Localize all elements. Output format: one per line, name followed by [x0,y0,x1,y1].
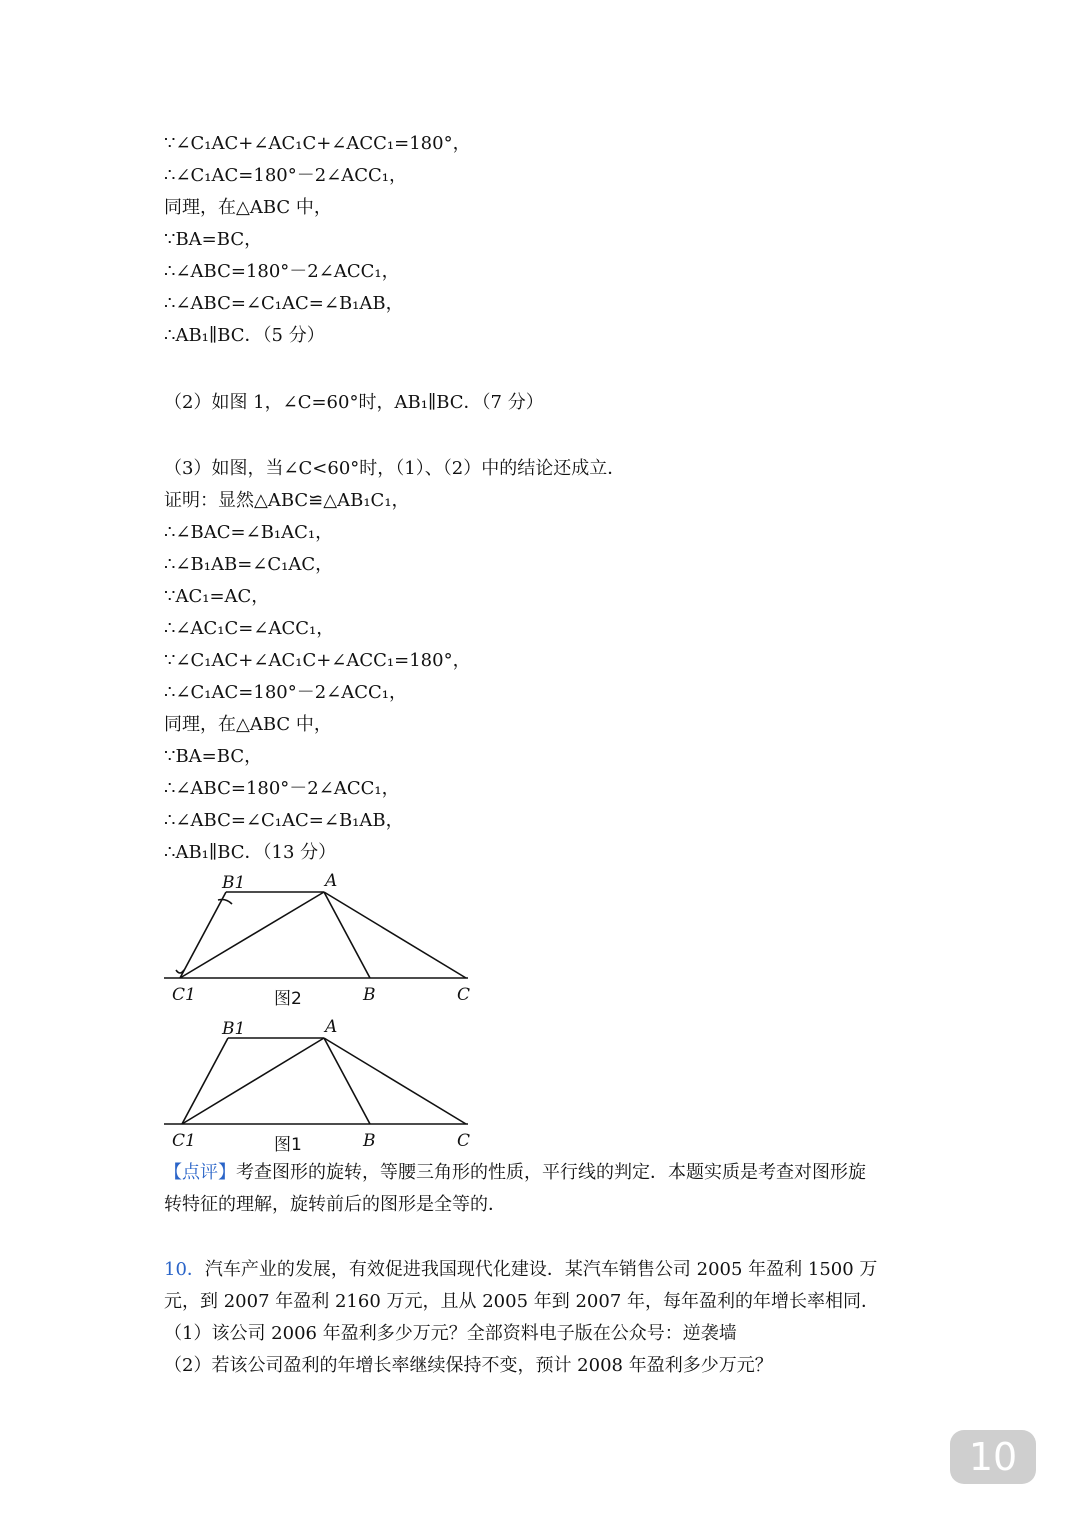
proof-line: 同理，在△ABC 中， [164,197,332,218]
question-number: 10． [164,1259,205,1280]
point-label-c1: C1 [172,1131,196,1151]
question-10-line-2: 元，到 2007 年盈利 2160 万元，且从 2005 年到 2007 年，每年盈利的年增长率相同． [164,1291,880,1312]
answer-part-2: （2）如图 1，∠C=60°时，AB₁∥BC．（7 分） [164,392,544,413]
proof-line: ∵∠C₁AC+∠AC₁C+∠ACC₁=180°， [164,650,471,671]
proof-line: ∵BA=BC， [164,229,263,250]
figure-caption: 图1 [274,1135,302,1155]
proof-line: ∴AB₁∥BC．（5 分） [164,325,325,346]
proof-line: 证明：显然△ABC≌△AB₁C₁， [164,490,410,511]
proof-line: ∴∠B₁AB=∠C₁AC， [164,554,334,575]
proof-line: ∵∠C₁AC+∠AC₁C+∠ACC₁=180°， [164,133,471,154]
proof-line: ∴∠BAC=∠B₁AC₁， [164,522,334,543]
point-label-c1: C1 [172,985,196,1005]
comment-text: 考查图形的旋转，等腰三角形的性质，平行线的判定．本题实质是考查对图形旋 [236,1162,866,1183]
proof-line: ∴∠C₁AC=180°－2∠ACC₁， [164,682,408,703]
point-label-b: B [363,985,376,1005]
proof-line: ∴∠AC₁C=∠ACC₁， [164,618,335,639]
proof-line: ∴∠ABC=180°－2∠ACC₁， [164,778,400,799]
question-text: 汽车产业的发展，有效促进我国现代化建设．某汽车销售公司 2005 年盈利 1500 万 [204,1259,878,1280]
comment-line-1 [164,1162,866,1184]
question-10-line-1 [164,1259,877,1281]
proof-line: ∴∠ABC=∠C₁AC=∠B₁AB， [164,810,404,831]
page-number-badge: 10 [950,1430,1036,1484]
proof-line: ∴∠C₁AC=180°－2∠ACC₁， [164,165,408,186]
point-label-c: C [457,1131,471,1151]
answer-part-3: （3）如图，当∠C<60°时，（1）、（2）中的结论还成立． [164,458,626,479]
proof-line: ∴∠ABC=180°－2∠ACC₁， [164,261,400,282]
question-10-sub-1: （1）该公司 2006 年盈利多少万元？全部资料电子版在公众号：逆袭墙 [164,1323,737,1344]
point-label-a: A [325,1017,338,1037]
figure-1 [160,1014,480,1160]
figure-2 [160,868,480,1014]
point-label-b1: B1 [222,1019,246,1039]
proof-line: ∴∠ABC=∠C₁AC=∠B₁AB， [164,293,404,314]
point-label-b: B [363,1131,376,1151]
figure-caption: 图2 [274,989,302,1009]
proof-line: ∴AB₁∥BC．（13 分） [164,842,337,863]
point-label-a: A [325,871,338,891]
point-label-b1: B1 [222,873,246,893]
proof-line: ∵AC₁=AC， [164,586,270,607]
point-label-c: C [457,985,471,1005]
proof-line: 同理，在△ABC 中， [164,714,332,735]
comment-line-2: 转特征的理解，旋转前后的图形是全等的． [164,1194,506,1215]
proof-line: ∵BA=BC， [164,746,263,767]
question-10-sub-2: （2）若该公司盈利的年增长率继续保持不变，预计 2008 年盈利多少万元？ [164,1355,773,1376]
comment-label: 【点评】 [164,1162,236,1183]
